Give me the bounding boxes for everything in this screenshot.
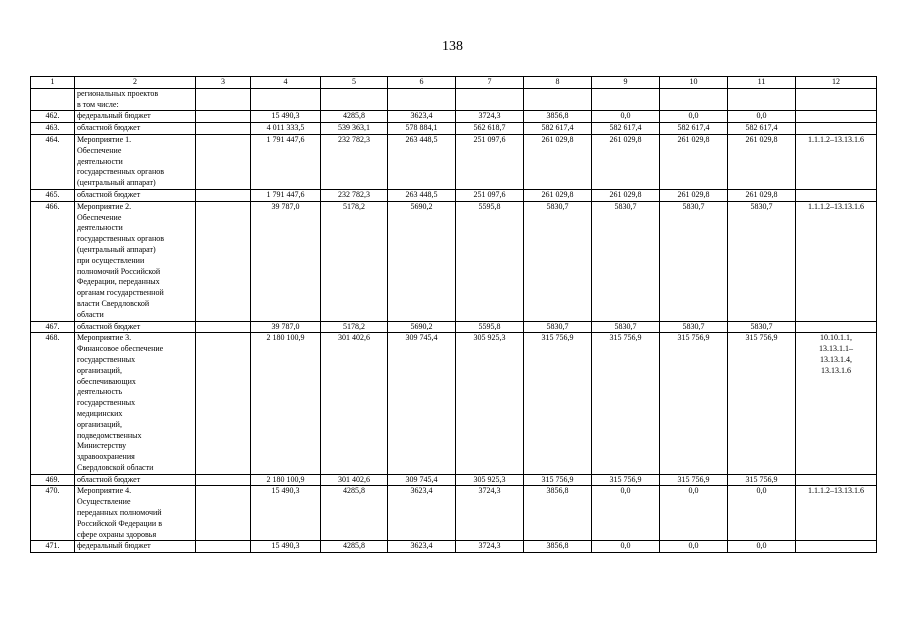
row-value-col11 — [728, 88, 796, 111]
column-header-4: 4 — [251, 77, 321, 89]
row-value-col6: 263 448,5 — [388, 134, 456, 189]
row-value-col11: 0,0 — [728, 486, 796, 541]
row-value-col7: 562 618,7 — [456, 123, 524, 135]
row-number: 464. — [31, 134, 75, 189]
row-value-col4: 4 011 333,5 — [251, 123, 321, 135]
row-target-indicators — [796, 123, 877, 135]
row-value-col10: 261 029,8 — [660, 189, 728, 201]
row-number: 469. — [31, 474, 75, 486]
row-col3 — [196, 321, 251, 333]
row-number — [31, 88, 75, 111]
row-col3 — [196, 189, 251, 201]
row-number: 463. — [31, 123, 75, 135]
row-value-col9: 315 756,9 — [592, 474, 660, 486]
row-value-col9: 582 617,4 — [592, 123, 660, 135]
row-value-col11: 5830,7 — [728, 201, 796, 321]
table-row — [31, 123, 877, 135]
row-value-col4: 15 490,3 — [251, 111, 321, 123]
row-number: 468. — [31, 333, 75, 474]
row-value-col8: 315 756,9 — [524, 333, 592, 474]
row-value-col5: 5178,2 — [321, 201, 388, 321]
row-value-col11: 261 029,8 — [728, 189, 796, 201]
row-value-col10: 261 029,8 — [660, 134, 728, 189]
row-name: Мероприятие 2. Обеспечение деятельности государственных органов (центральный аппарат) при осуществлении полномочий Российской Федерации, переданных органам государственной власти Свердловской области — [75, 201, 196, 321]
row-value-col7: 5595,8 — [456, 201, 524, 321]
row-value-col11: 5830,7 — [728, 321, 796, 333]
row-value-col11: 261 029,8 — [728, 134, 796, 189]
row-value-col4: 2 180 100,9 — [251, 474, 321, 486]
column-header-11: 11 — [728, 77, 796, 89]
row-value-col11: 0,0 — [728, 541, 796, 553]
row-name: Мероприятие 3. Финансовое обеспечение государственных организаций, обеспечивающих деятельность государственных медицинских организаций, подведомственных Министерству здравоохранения Свердловской области — [75, 333, 196, 474]
row-target-indicators: 1.1.1.2–13.13.1.6 — [796, 134, 877, 189]
row-number: 466. — [31, 201, 75, 321]
column-header-10: 10 — [660, 77, 728, 89]
row-name: областной бюджет — [75, 189, 196, 201]
table-header-row — [31, 77, 877, 89]
row-value-col11: 315 756,9 — [728, 474, 796, 486]
table-row — [31, 88, 877, 111]
row-value-col10: 315 756,9 — [660, 333, 728, 474]
column-header-2: 2 — [75, 77, 196, 89]
row-value-col5: 232 782,3 — [321, 189, 388, 201]
row-target-indicators: 1.1.1.2–13.13.1.6 — [796, 201, 877, 321]
row-value-col8: 3856,8 — [524, 111, 592, 123]
row-value-col8: 261 029,8 — [524, 189, 592, 201]
row-value-col10: 5830,7 — [660, 201, 728, 321]
row-value-col5 — [321, 88, 388, 111]
row-col3 — [196, 134, 251, 189]
row-col3 — [196, 111, 251, 123]
row-value-col7: 305 925,3 — [456, 474, 524, 486]
row-value-col9: 261 029,8 — [592, 189, 660, 201]
row-value-col10 — [660, 88, 728, 111]
column-header-12: 12 — [796, 77, 877, 89]
table-body — [31, 88, 877, 552]
row-target-indicators: 10.10.1.1, 13.13.1.1– 13.13.1.4, 13.13.1.6 — [796, 333, 877, 474]
row-value-col4: 39 787,0 — [251, 201, 321, 321]
row-target-indicators — [796, 189, 877, 201]
row-value-col9 — [592, 88, 660, 111]
column-header-5: 5 — [321, 77, 388, 89]
table-row — [31, 189, 877, 201]
row-value-col8: 3856,8 — [524, 541, 592, 553]
row-value-col10: 5830,7 — [660, 321, 728, 333]
row-number: 470. — [31, 486, 75, 541]
row-value-col10: 0,0 — [660, 111, 728, 123]
row-target-indicators — [796, 321, 877, 333]
row-value-col6: 263 448,5 — [388, 189, 456, 201]
row-value-col6: 3623,4 — [388, 486, 456, 541]
column-header-9: 9 — [592, 77, 660, 89]
row-value-col11: 315 756,9 — [728, 333, 796, 474]
row-value-col6: 5690,2 — [388, 321, 456, 333]
row-value-col6: 3623,4 — [388, 541, 456, 553]
row-name: областной бюджет — [75, 321, 196, 333]
row-target-indicators — [796, 111, 877, 123]
row-value-col6: 5690,2 — [388, 201, 456, 321]
row-name: региональных проектов в том числе: — [75, 88, 196, 111]
row-name: Мероприятие 1. Обеспечение деятельности государственных органов (центральный аппарат) — [75, 134, 196, 189]
row-value-col10: 0,0 — [660, 541, 728, 553]
row-value-col4: 1 791 447,6 — [251, 189, 321, 201]
row-value-col5: 301 402,6 — [321, 474, 388, 486]
row-value-col5: 4285,8 — [321, 111, 388, 123]
row-number: 462. — [31, 111, 75, 123]
row-value-col5: 5178,2 — [321, 321, 388, 333]
table-row — [31, 541, 877, 553]
row-target-indicators: 1.1.1.2–13.13.1.6 — [796, 486, 877, 541]
row-target-indicators — [796, 474, 877, 486]
row-value-col7: 3724,3 — [456, 541, 524, 553]
row-number: 471. — [31, 541, 75, 553]
row-value-col7: 3724,3 — [456, 486, 524, 541]
column-header-3: 3 — [196, 77, 251, 89]
table-row — [31, 333, 877, 474]
row-name: Мероприятие 4. Осуществление переданных полномочий Российской Федерации в сфере охраны здоровья — [75, 486, 196, 541]
row-value-col10: 582 617,4 — [660, 123, 728, 135]
row-col3 — [196, 541, 251, 553]
row-name: федеральный бюджет — [75, 541, 196, 553]
row-value-col9: 0,0 — [592, 111, 660, 123]
table-row — [31, 486, 877, 541]
row-name: областной бюджет — [75, 123, 196, 135]
row-value-col7: 251 097,6 — [456, 189, 524, 201]
row-value-col7 — [456, 88, 524, 111]
row-value-col4: 15 490,3 — [251, 486, 321, 541]
row-value-col5: 301 402,6 — [321, 333, 388, 474]
row-value-col6: 578 884,1 — [388, 123, 456, 135]
row-value-col8: 315 756,9 — [524, 474, 592, 486]
row-col3 — [196, 123, 251, 135]
row-value-col4: 2 180 100,9 — [251, 333, 321, 474]
row-value-col10: 315 756,9 — [660, 474, 728, 486]
row-col3 — [196, 333, 251, 474]
table-row — [31, 201, 877, 321]
row-col3 — [196, 201, 251, 321]
row-value-col10: 0,0 — [660, 486, 728, 541]
row-value-col8: 5830,7 — [524, 321, 592, 333]
row-target-indicators — [796, 88, 877, 111]
table-row — [31, 134, 877, 189]
row-number: 467. — [31, 321, 75, 333]
row-value-col9: 5830,7 — [592, 201, 660, 321]
row-name: областной бюджет — [75, 474, 196, 486]
row-value-col4: 1 791 447,6 — [251, 134, 321, 189]
table-row — [31, 474, 877, 486]
row-value-col9: 315 756,9 — [592, 333, 660, 474]
row-target-indicators — [796, 541, 877, 553]
row-value-col7: 5595,8 — [456, 321, 524, 333]
row-value-col6: 3623,4 — [388, 111, 456, 123]
row-value-col4: 39 787,0 — [251, 321, 321, 333]
row-value-col8: 3856,8 — [524, 486, 592, 541]
row-value-col6: 309 745,4 — [388, 333, 456, 474]
row-value-col9: 0,0 — [592, 541, 660, 553]
row-value-col11: 582 617,4 — [728, 123, 796, 135]
row-value-col9: 5830,7 — [592, 321, 660, 333]
row-value-col4: 15 490,3 — [251, 541, 321, 553]
row-value-col9: 0,0 — [592, 486, 660, 541]
row-col3 — [196, 88, 251, 111]
column-header-1: 1 — [31, 77, 75, 89]
row-value-col11: 0,0 — [728, 111, 796, 123]
row-value-col8 — [524, 88, 592, 111]
row-value-col4 — [251, 88, 321, 111]
row-value-col5: 232 782,3 — [321, 134, 388, 189]
row-col3 — [196, 486, 251, 541]
row-value-col7: 251 097,6 — [456, 134, 524, 189]
row-value-col8: 261 029,8 — [524, 134, 592, 189]
row-col3 — [196, 474, 251, 486]
row-value-col8: 582 617,4 — [524, 123, 592, 135]
row-value-col7: 3724,3 — [456, 111, 524, 123]
row-value-col9: 261 029,8 — [592, 134, 660, 189]
column-header-6: 6 — [388, 77, 456, 89]
table-row — [31, 111, 877, 123]
page-number: 138 — [442, 39, 463, 54]
column-header-8: 8 — [524, 77, 592, 89]
row-name: федеральный бюджет — [75, 111, 196, 123]
row-value-col6 — [388, 88, 456, 111]
row-number: 465. — [31, 189, 75, 201]
row-value-col8: 5830,7 — [524, 201, 592, 321]
table-row — [31, 321, 877, 333]
row-value-col6: 309 745,4 — [388, 474, 456, 486]
row-value-col7: 305 925,3 — [456, 333, 524, 474]
row-value-col5: 4285,8 — [321, 486, 388, 541]
budget-table — [30, 76, 877, 553]
row-value-col5: 539 363,1 — [321, 123, 388, 135]
column-header-7: 7 — [456, 77, 524, 89]
row-value-col5: 4285,8 — [321, 541, 388, 553]
